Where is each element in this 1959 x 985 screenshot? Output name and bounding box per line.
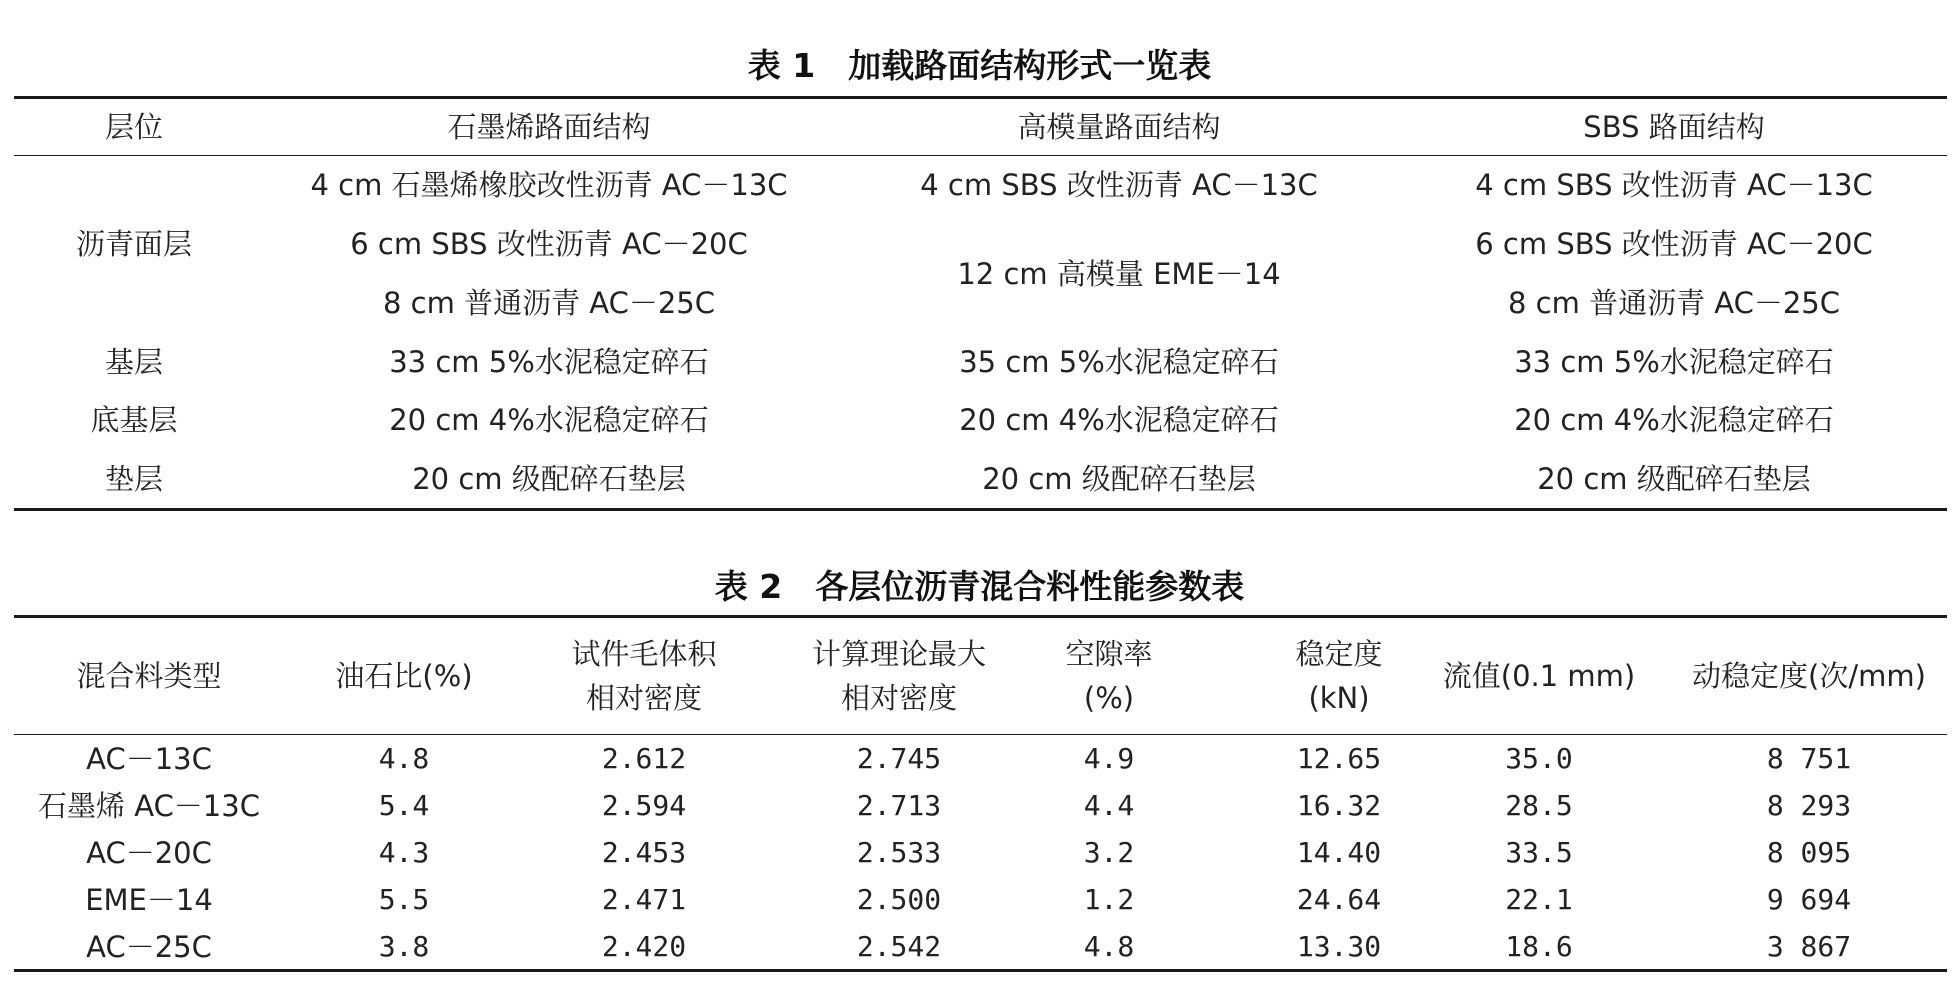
table2-cell-bulk-density: 2.453 xyxy=(601,836,687,869)
table2-cell-max-density: 2.713 xyxy=(856,789,942,822)
table1-cell-graphene: 6 cm SBS 改性沥青 AC－20C xyxy=(350,227,748,261)
table2-cell-void-ratio: 4.8 xyxy=(1083,930,1135,963)
table2-cell-stability: 16.32 xyxy=(1296,789,1382,822)
table1-cell-graphene: 20 cm 4%水泥稳定碎石 xyxy=(389,403,709,437)
table1-cell-sbs: 8 cm 普通沥青 AC－25C xyxy=(1507,286,1841,320)
table1-cell-high-modulus: 20 cm 级配碎石垫层 xyxy=(982,462,1256,496)
table2-cell-max-density: 2.533 xyxy=(856,836,942,869)
table2-cell-stability: 24.64 xyxy=(1296,883,1382,916)
table2-cell-bulk-density: 2.471 xyxy=(601,883,687,916)
table2-header-void-ratio: (%) xyxy=(1083,681,1135,715)
table2-cell-void-ratio: 4.4 xyxy=(1083,789,1135,822)
table2-cell-void-ratio: 3.2 xyxy=(1083,836,1135,869)
table2-cell-max-density: 2.500 xyxy=(856,883,942,916)
table1-header-layer: 层位 xyxy=(104,110,163,144)
table2-cell-max-density: 2.542 xyxy=(856,930,942,963)
table2-cell-bulk-density: 2.612 xyxy=(601,742,687,775)
table2-cell-stability: 12.65 xyxy=(1296,742,1382,775)
table1-cell-sbs: 33 cm 5%水泥稳定碎石 xyxy=(1514,345,1834,379)
table2-cell-dynamic-stability: 8 293 xyxy=(1766,789,1852,822)
table1-header-high-modulus: 高模量路面结构 xyxy=(1017,110,1221,144)
table1-cell-sbs: 6 cm SBS 改性沥青 AC－20C xyxy=(1475,227,1873,261)
table1-cell-graphene: 33 cm 5%水泥稳定碎石 xyxy=(389,345,709,379)
table2-bottom-rule xyxy=(14,969,1947,972)
table1-bottom-rule xyxy=(14,508,1947,511)
table2-header-max-density: 计算理论最大 xyxy=(811,637,986,671)
table2-header-stability: (kN) xyxy=(1308,681,1370,715)
table2-cell-bulk-density: 2.594 xyxy=(601,789,687,822)
table1-cell-sbs: 20 cm 级配碎石垫层 xyxy=(1537,462,1811,496)
table1-cell-high-modulus: 20 cm 4%水泥稳定碎石 xyxy=(959,403,1279,437)
table2-cell-mix-type: EME－14 xyxy=(85,883,213,917)
table1-cell-high-modulus: 35 cm 5%水泥稳定碎石 xyxy=(959,345,1279,379)
table2-cell-dynamic-stability: 8 751 xyxy=(1766,742,1852,775)
table2-header-dynamic-stability: 动稳定度(次/mm) xyxy=(1692,659,1926,693)
table2-cell-oil-stone-ratio: 5.5 xyxy=(378,883,430,916)
table2-header-bulk-density: 试件毛体积 xyxy=(571,637,717,671)
table2-cell-stability: 14.40 xyxy=(1296,836,1382,869)
table1-header-sbs: SBS 路面结构 xyxy=(1583,110,1765,144)
table2-header-bulk-density: 相对密度 xyxy=(585,681,702,715)
table1-cell-layer: 垫层 xyxy=(104,462,163,496)
table2-cell-flow-value: 28.5 xyxy=(1505,789,1573,822)
table1-top-rule xyxy=(14,96,1947,99)
table2-cell-bulk-density: 2.420 xyxy=(601,930,687,963)
table2-cell-oil-stone-ratio: 3.8 xyxy=(378,930,430,963)
table1-cell-graphene: 4 cm 石墨烯橡胶改性沥青 AC－13C xyxy=(310,168,788,202)
table2-cell-mix-type: 石墨烯 AC－13C xyxy=(38,789,260,823)
table2-cell-max-density: 2.745 xyxy=(856,742,942,775)
table1-cell-high-modulus: 12 cm 高模量 EME－14 xyxy=(957,257,1281,291)
table2-cell-flow-value: 35.0 xyxy=(1505,742,1573,775)
table2-cell-oil-stone-ratio: 4.8 xyxy=(378,742,430,775)
table2-cell-oil-stone-ratio: 4.3 xyxy=(378,836,430,869)
table2-cell-flow-value: 18.6 xyxy=(1505,930,1573,963)
table1-cell-sbs: 20 cm 4%水泥稳定碎石 xyxy=(1514,403,1834,437)
table2-top-rule xyxy=(14,615,1947,618)
table2-cell-mix-type: AC－20C xyxy=(86,836,212,870)
table2-header-rule xyxy=(14,734,1947,735)
table1-cell-graphene: 8 cm 普通沥青 AC－25C xyxy=(382,286,716,320)
table2-header-oil-stone-ratio: 油石比(%) xyxy=(335,659,473,693)
table2-cell-flow-value: 22.1 xyxy=(1505,883,1573,916)
table1-cell-layer: 沥青面层 xyxy=(75,227,192,261)
table2-cell-void-ratio: 4.9 xyxy=(1083,742,1135,775)
table2-cell-oil-stone-ratio: 5.4 xyxy=(378,789,430,822)
table2-cell-dynamic-stability: 9 694 xyxy=(1766,883,1852,916)
table2-header-mix-type: 混合料类型 xyxy=(76,659,222,693)
table1-cell-sbs: 4 cm SBS 改性沥青 AC－13C xyxy=(1475,168,1873,202)
table1-header-rule xyxy=(14,155,1947,156)
table2-cell-mix-type: AC－25C xyxy=(86,930,212,964)
table1-caption: 表 1 加载路面结构形式一览表 xyxy=(747,46,1212,85)
table1-cell-graphene: 20 cm 级配碎石垫层 xyxy=(412,462,686,496)
table1-cell-layer: 底基层 xyxy=(90,403,178,437)
table2-cell-dynamic-stability: 8 095 xyxy=(1766,836,1852,869)
table2-caption: 表 2 各层位沥青混合料性能参数表 xyxy=(714,567,1245,606)
table2-header-stability: 稳定度 xyxy=(1295,637,1383,671)
table2-cell-flow-value: 33.5 xyxy=(1505,836,1573,869)
table2-header-flow-value: 流值(0.1 mm) xyxy=(1442,659,1636,693)
table2-cell-dynamic-stability: 3 867 xyxy=(1766,930,1852,963)
table2-cell-mix-type: AC－13C xyxy=(86,742,212,776)
table2-header-max-density: 相对密度 xyxy=(840,681,957,715)
table1-cell-layer: 基层 xyxy=(104,345,163,379)
table2-cell-stability: 13.30 xyxy=(1296,930,1382,963)
table1-cell-high-modulus: 4 cm SBS 改性沥青 AC－13C xyxy=(920,168,1318,202)
table1-header-graphene: 石墨烯路面结构 xyxy=(447,110,651,144)
table2-header-void-ratio: 空隙率 xyxy=(1065,637,1153,671)
table2-cell-void-ratio: 1.2 xyxy=(1083,883,1135,916)
